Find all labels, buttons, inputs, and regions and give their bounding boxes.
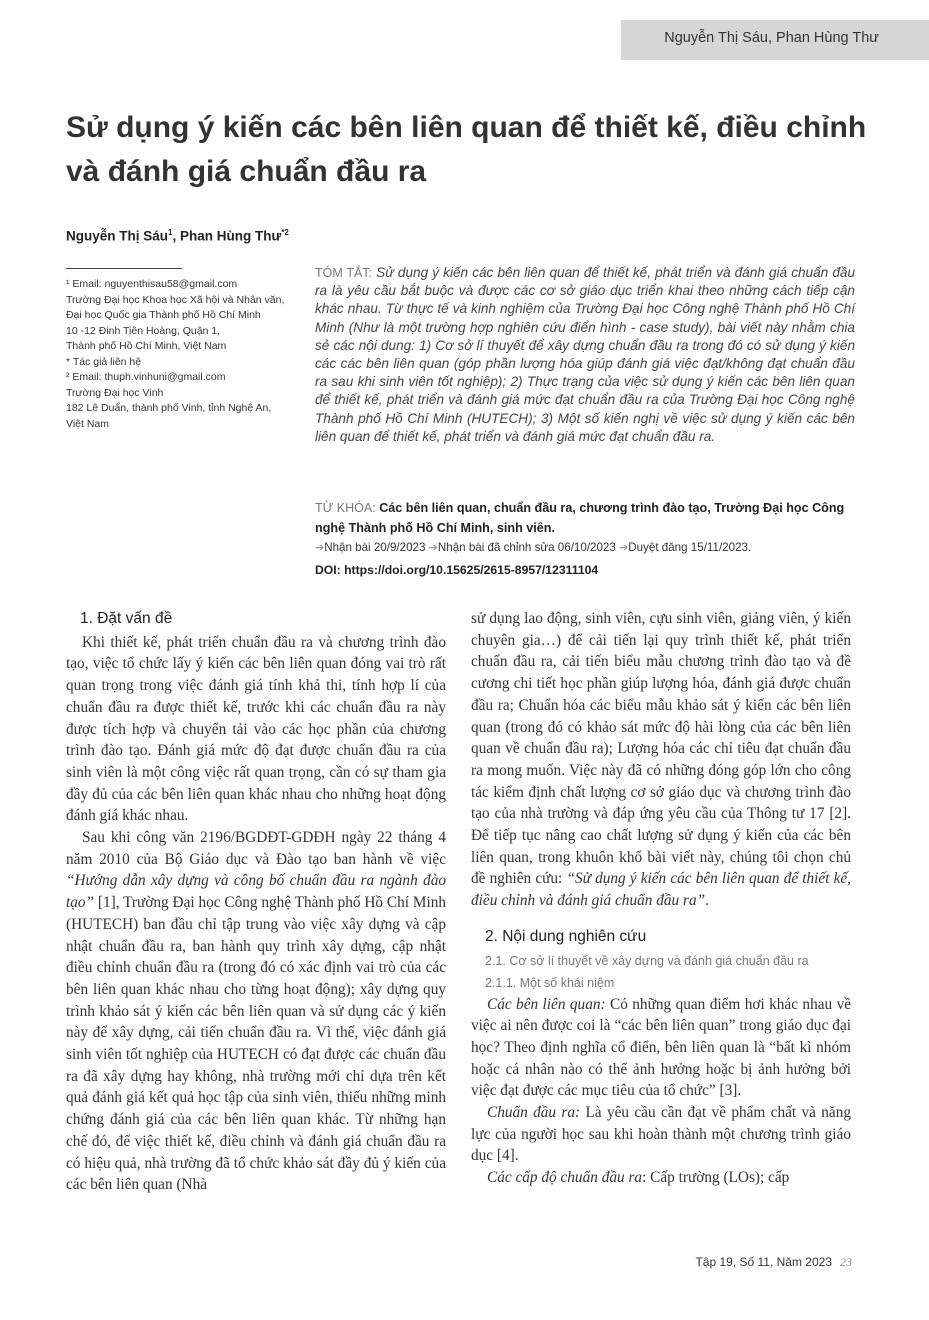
journal-issue: Tập 19, Số 11, Năm 2023 bbox=[695, 1255, 832, 1269]
author-2: Phan Hùng Thư bbox=[179, 228, 282, 244]
paragraph bbox=[471, 1102, 851, 1167]
date-accepted: Duyệt đăng 15/11/2023. bbox=[628, 541, 752, 554]
abstract-text: Sử dụng ý kiến các bên liên quan để thiết kế, phát triển và đánh giá chuẩn đầu ra là yêu cầu bắt buộc và được các cơ sở giáo dục triển khai theo những cách tiếp cận khác nhau. Từ thực tế và kinh nghiệm của Trường Đại học Công nghệ Thành phố Hồ Chí Minh (Như là một trường hợp nghiên cứu điển hình - case study), bài viết này nhằm chia sẻ các nội dung: 1) Cơ sở lí thuyết để xây dựng chuẩn đầu ra trong đó có sử dụng ý kiến các các bên liên quan (góp phần lượng hóa giúp đánh giá việc đạt/không đạt chuẩn đầu ra sau khi sinh viên tốt nghiệp); 2) Thực trạng của việc sử dụng ý kiến các bên liên quan để thiết kế, phát triển và đánh giá mức đạt chuẩn đầu ra của Trường Đại học Công nghệ Thành phố Hồ Chí Minh (HUTECH); 3) Một số kiến nghị về việc sử dụng ý kiến các bên liên quan để thiết kế, phát triển và đánh giá mức đạt chuẩn đầu ra. bbox=[315, 265, 856, 444]
footnote-line: * Tác giả liên hệ bbox=[66, 355, 142, 368]
paragraph bbox=[471, 1167, 851, 1189]
article-dates bbox=[315, 541, 855, 554]
keywords-text: Các bên liên quan, chuẩn đầu ra, chương trình đào tạo, Trường Đại học Công nghệ Thành phố Hồ Chí Minh, sinh viên. bbox=[315, 501, 845, 535]
keywords bbox=[315, 499, 855, 538]
author-separator: , bbox=[172, 228, 180, 244]
paragraph bbox=[471, 608, 851, 912]
paragraph-text: Sau khi công văn 2196/BGDĐT-GDĐH ngày 22 tháng 4 năm 2010 của Bộ Giáo dục và Đào tạo ban hành về việc bbox=[66, 829, 446, 868]
page-number: 23 bbox=[840, 1255, 852, 1269]
author-1-affil: 1 bbox=[168, 228, 173, 237]
paragraph bbox=[66, 827, 446, 1196]
abstract-label: TÓM TẮT: bbox=[315, 266, 373, 280]
footnote-line: Thành phố Hồ Chí Minh, Việt Nam bbox=[66, 340, 227, 352]
term: Chuẩn đầu ra: bbox=[487, 1104, 581, 1122]
footnote-line: 182 Lê Duẩn, thành phố Vinh, tỉnh Nghệ An, bbox=[66, 402, 272, 414]
paragraph: Khi thiết kế, phát triển chuẩn đầu ra và chương trình đào tạo, việc tổ chức lấy ý kiến các bên liên quan đóng vai trò rất quan trọng trong việc đánh giá tính khả thi, tính hợp lí của chuẩn đầu ra được thiết kế, trước khi các chuẩn đầu ra này được tích hợp và chuyển tải vào các học phần của chương trình đào tạo. Đánh giá mức độ đạt được chuẩn đầu ra của sinh viên là một công việc rất quan trọng, cần có sự tham gia đầy đủ của các bên liên quan khác nhau cho những hoạt động đánh giá khác nhau. bbox=[66, 633, 446, 825]
title-line-2: và đánh giá chuẩn đầu ra bbox=[66, 155, 427, 188]
article-title bbox=[66, 106, 876, 194]
title-line-1: Sử dụng ý kiến các bên liên quan để thiết kế, điều chỉnh bbox=[66, 111, 867, 144]
author-1: Nguyễn Thị Sáu bbox=[66, 228, 169, 244]
author-2-affil: *2 bbox=[281, 228, 289, 237]
footnote-line: Đại học Quốc gia Thành phố Hồ Chí Minh bbox=[66, 309, 261, 321]
footnote-divider bbox=[66, 268, 182, 269]
paragraph bbox=[471, 994, 851, 1103]
footnote-line: ¹ Email: nguyenthisau58@gmail.com bbox=[66, 278, 238, 290]
body-column-right bbox=[471, 608, 851, 1189]
footnote-line: Trường Đại học Khoa học Xã hội và Nhân văn, bbox=[66, 293, 285, 306]
subsection-heading: 2.1. Cơ sở lí thuyết về xây dựng và đánh giá chuẩn đầu ra bbox=[485, 953, 809, 968]
page-footer bbox=[590, 1255, 852, 1270]
date-revised: Nhận bài đã chỉnh sửa 06/10/2023 bbox=[437, 541, 616, 554]
author-list bbox=[66, 228, 289, 244]
author-footnotes bbox=[66, 277, 306, 432]
doi-link[interactable]: DOI: https://doi.org/10.15625/2615-8957/12311104 bbox=[315, 563, 599, 577]
footnote-line: 10 -12 Đinh Tiên Hoàng, Quận 1, bbox=[66, 324, 221, 337]
arrow-right-icon: ➔ bbox=[619, 542, 629, 554]
paragraph-text: : Cấp trường (LOs); cấp bbox=[642, 1169, 790, 1187]
paragraph-text: [1], Trường Đại học Công nghệ Thành phố Hồ Chí Minh (HUTECH) ban đầu chỉ tập trung vào việc xây dựng và cập nhật chuẩn đầu ra, ban hành quy trình xây dựng, cập nhật điều chỉnh chuẩn đầu ra (trong đó có xác định vai trò của các bên liên quan khác nhau cho từng hoạt động); xây dựng quy trình khảo sát ý kiến các bên liên quan và sử dụng các ý kiến này để xây dựng, cải tiến chuẩn đầu ra. Vì thế, việc đánh giá sinh viên tốt nghiệp của HUTECH có đạt được các chuẩn đầu ra đã xây dựng hay không, nhà trường mới chỉ dựa trên kết quả đánh giá kết quả học tập của sinh viên, thiếu những minh chứng đánh giá của các bên liên quan khác. Từ những hạn chế đó, để việc thiết kế, điều chỉnh và đánh giá chuẩn đầu ra có hiệu quả, nhà trường đã tổ chức khảo sát đầy đủ ý kiến của các bên liên quan (Nhà bbox=[66, 894, 446, 1194]
term: Các cấp độ chuẩn đầu ra bbox=[487, 1169, 643, 1187]
quoted-title: “Sử dụng ý kiến các bên liên quan để thiết kế, điều chỉnh và đánh giá chuẩn đầu ra” bbox=[471, 870, 851, 910]
section-heading: 1. Đặt vấn đề bbox=[80, 610, 173, 627]
footnote-line: Trường Đại học Vinh bbox=[66, 386, 164, 399]
paragraph-text: Có những quan điểm hơi khác nhau về việc ai nên được coi là “các bên liên quan” trong giáo dục đại học? Theo định nghĩa cổ điển, bên liên quan là “bất kì nhóm hoặc cá nhân nào có thể ảnh hưởng hoặc bị ảnh hưởng bởi việc đạt được các mục tiêu của tổ chức” [3]. bbox=[471, 995, 852, 1100]
running-header-authors: Nguyễn Thị Sáu, Phan Hùng Thư bbox=[664, 30, 879, 46]
footnote-line: ² Email: thuph.vinhuni@gmail.com bbox=[66, 371, 226, 383]
arrow-right-icon: ➔ bbox=[315, 542, 325, 554]
abstract bbox=[315, 264, 855, 446]
paragraph-text: Là yêu cầu cần đạt về phẩm chất và năng lực của người học sau khi hoàn thành một chương trình giáo dục [4]. bbox=[471, 1104, 851, 1165]
paragraph-text: . bbox=[705, 892, 709, 910]
keywords-label: TỪ KHÓA: bbox=[315, 501, 376, 515]
date-received: Nhận bài 20/9/2023 bbox=[324, 541, 426, 554]
term: Các bên liên quan: bbox=[487, 995, 606, 1013]
footnote-line: Việt Nam bbox=[66, 417, 109, 430]
subsection-heading: 2.1.1. Một số khái niệm bbox=[485, 975, 615, 990]
paragraph-text: sử dụng lao động, sinh viên, cựu sinh viên, giảng viên, ý kiến chuyên gia…) để cải tiến lại quy trình thiết kế, phát triển chuẩn đầu ra, cải tiến biểu mẫu chương trình đào tạo và đề cương chi tiết học phần giúp lượng hóa, đánh giá được chuẩn đầu ra; Chuẩn hóa các biểu mẫu khảo sát ý kiến các bên liên quan (trong đó có khảo sát mức độ hài lòng của các bên liên quan về chuẩn đầu ra); Lượng hóa các chỉ tiêu đạt chuẩn đầu ra mong muốn. Việc này đã có những đóng góp lớn cho công tác kiểm định chất lượng cơ sở giáo dục và chương trình đào tạo của nhà trường và đáp ứng yêu cầu của Thông tư 17 [2]. Để tiếp tục nâng cao chất lượng sử dụng ý kiến của các bên liên quan, trong khuôn khổ bài viết này, chúng tôi chọn chủ đề nghiên cứu: bbox=[471, 610, 851, 888]
arrow-right-icon: ➔ bbox=[428, 542, 438, 554]
quoted-title: “Hướng dẫn xây dựng và công bố chuẩn đầu ra ngành đào tạo” bbox=[66, 872, 446, 912]
body-column-left bbox=[66, 608, 446, 1196]
section-heading: 2. Nội dung nghiên cứu bbox=[485, 927, 647, 945]
